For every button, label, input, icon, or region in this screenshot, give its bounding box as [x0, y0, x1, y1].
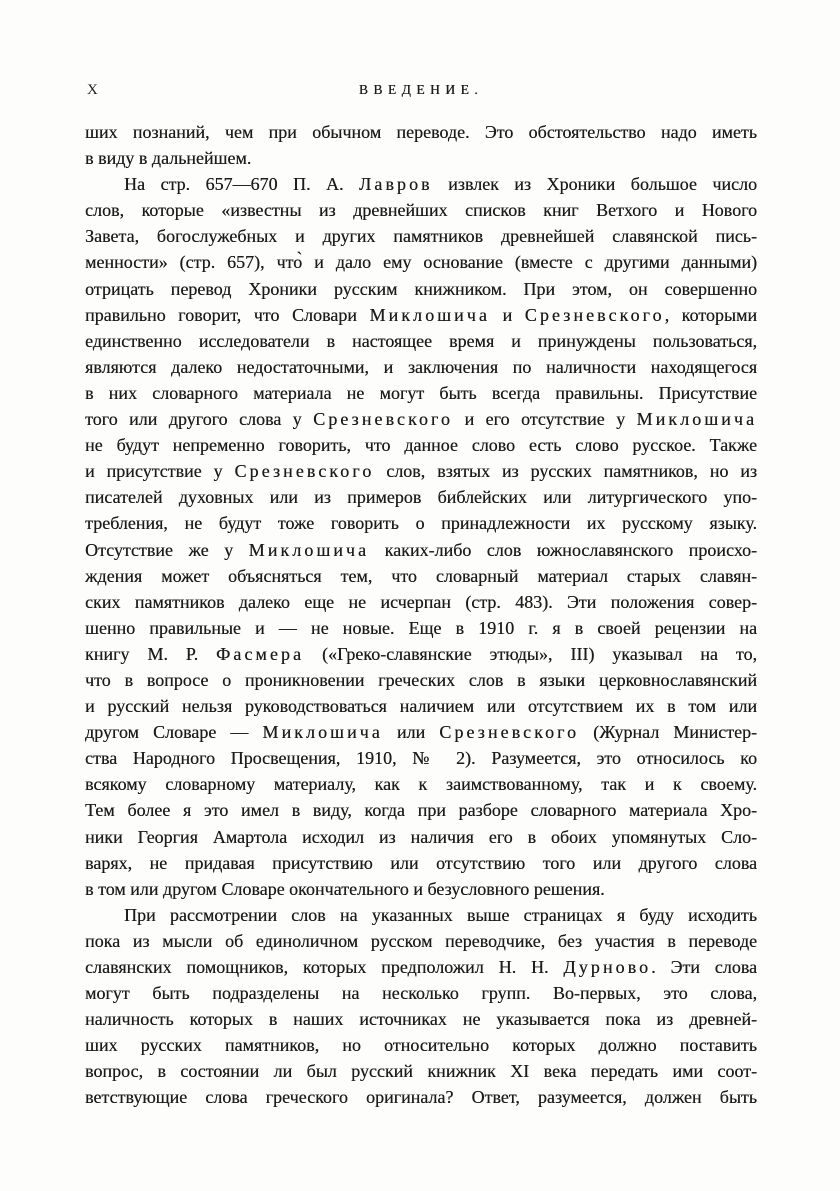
text-column: [85, 82, 757, 1111]
spaced-name: Срезневского: [439, 722, 580, 743]
text-line: На стр. 657—670 П. А. Лавров извлек из Хроники большое число: [124, 174, 757, 195]
text-line: что в вопросе о проникновении греческих слов в языки церковнославянский: [85, 669, 757, 690]
text-line: могут быть подразделены на несколько групп. Во-первых, это слова,: [85, 983, 757, 1004]
text-line: и русский нельзя руководствоваться наличием или отсутствием их в том или: [85, 696, 757, 717]
text-line: другом Словаре — Миклошича или Срезневского (Журнал Министер-: [85, 722, 757, 743]
paragraph: [85, 119, 757, 171]
text-line: являются далеко недостаточными, и заключения по наличности находящегося: [85, 356, 757, 377]
spaced-name: Фасмера: [216, 643, 305, 664]
text-line: Тем более я это имел в виду, когда при разборе словарного материала Хро-: [85, 800, 757, 821]
page-number: X: [87, 82, 99, 98]
text-line: пока из мысли об единоличном русском переводчике, без участия в переводе: [85, 930, 757, 951]
text-line: единственно исследователи в настоящее время и принуждены пользоваться,: [85, 330, 757, 351]
text-line: писателей духовных или из примеров библейских или литургического упо-: [85, 487, 757, 508]
text-line: ветствующие слова греческого оригинала? Ответ, разумеется, должен быть: [85, 1087, 757, 1108]
text-line: в том или другом Словаре окончательного и безусловного решения.: [85, 878, 605, 899]
text-line: правильно говорит, что Словари Миклошича и Срезневского, которыми: [85, 304, 757, 325]
text-line: варях, не придавая присутствию или отсутствию того или другого слова: [85, 852, 757, 873]
text-line: отрицать перевод Хроники русским книжником. При этом, он совершенно: [85, 278, 757, 299]
spaced-name: Срезневского: [524, 304, 665, 325]
text-line: славянских помощников, которых предположил Н. Н. Дурново. Эти слова: [85, 957, 757, 977]
text-line: вопрос, в состоянии ли был русский книжник XI века передать ими соот-: [85, 1061, 757, 1082]
text-line: При рассмотрении слов на указанных выше страницах я буду исходить: [124, 904, 757, 925]
text-line: менности» (стр. 657), что̀ и дало ему основание (вместе с другими данными): [85, 252, 757, 273]
text-line: наличность которых в наших источниках не указывается пока из древней-: [85, 1009, 757, 1030]
spaced-name: Срезневского: [313, 409, 453, 430]
spaced-name: Миклошича: [369, 304, 490, 325]
spaced-name: Миклошича: [248, 539, 370, 560]
text-line: ших познаний, чем при обычном переводе. Это обстоятельство надо иметь: [85, 122, 757, 142]
text-line: ства Народного Просвещения, 1910, № 2). Разумеется, это относилось ко: [85, 748, 757, 769]
text-line: не будут непременно говорить, что данное слово есть слово русское. Также: [85, 435, 757, 456]
text-block: [85, 119, 757, 1111]
paragraph: [85, 171, 757, 902]
page-title: ВВЕДЕНИЕ.: [358, 82, 484, 97]
spaced-name: Лавров: [359, 174, 433, 195]
text-line: книгу М. Р. Фасмера («Греко-славянские этюды», III) указывал на то,: [85, 643, 757, 664]
text-line: Завета, богослужебных и других памятников древнейшей славянской пись-: [85, 226, 757, 247]
spaced-name: Миклошича: [636, 409, 757, 430]
spaced-name: Миклошича: [262, 722, 383, 743]
text-line: ских памятников далеко еще не исчерпан (стр. 483). Эти положения совер-: [85, 591, 757, 612]
text-line: в виду в дальнейшем.: [85, 148, 252, 169]
paragraph: [85, 902, 757, 1111]
text-line: Отсутствие же у Миклошича каких-либо слов южнославянского происхо-: [85, 539, 757, 560]
text-line: ших русских памятников, но относительно которых должно поставить: [85, 1035, 757, 1056]
text-line: ждения может объясняться тем, что словарный материал старых славян-: [85, 565, 757, 586]
text-line: того или другого слова у Срезневского и его отсутствие у Миклошича: [85, 409, 757, 430]
page-header: [85, 82, 757, 100]
text-line: ники Георгия Амартола исходил из наличия его в обоих упомянутых Сло-: [85, 826, 757, 847]
text-line: требления, не будут тоже говорить о принадлежности их русскому языку.: [85, 513, 757, 534]
text-line: и присутствие у Срезневского слов, взятых из русских памятников, но из: [85, 461, 757, 482]
text-line: всякому словарному материалу, как к заимствованному, так и к своему.: [85, 774, 757, 795]
text-line: шенно правильные и — не новые. Еще в 1910 г. я в своей рецензии на: [85, 617, 757, 638]
text-line: слов, которые «известны из древнейших списков книг Ветхого и Нового: [85, 200, 757, 221]
spaced-name: Срезневского: [234, 461, 375, 482]
text-line: в них словарного материала не могут быть всегда правильны. Присутствие: [85, 382, 757, 403]
spaced-name: Дурново: [563, 957, 652, 977]
